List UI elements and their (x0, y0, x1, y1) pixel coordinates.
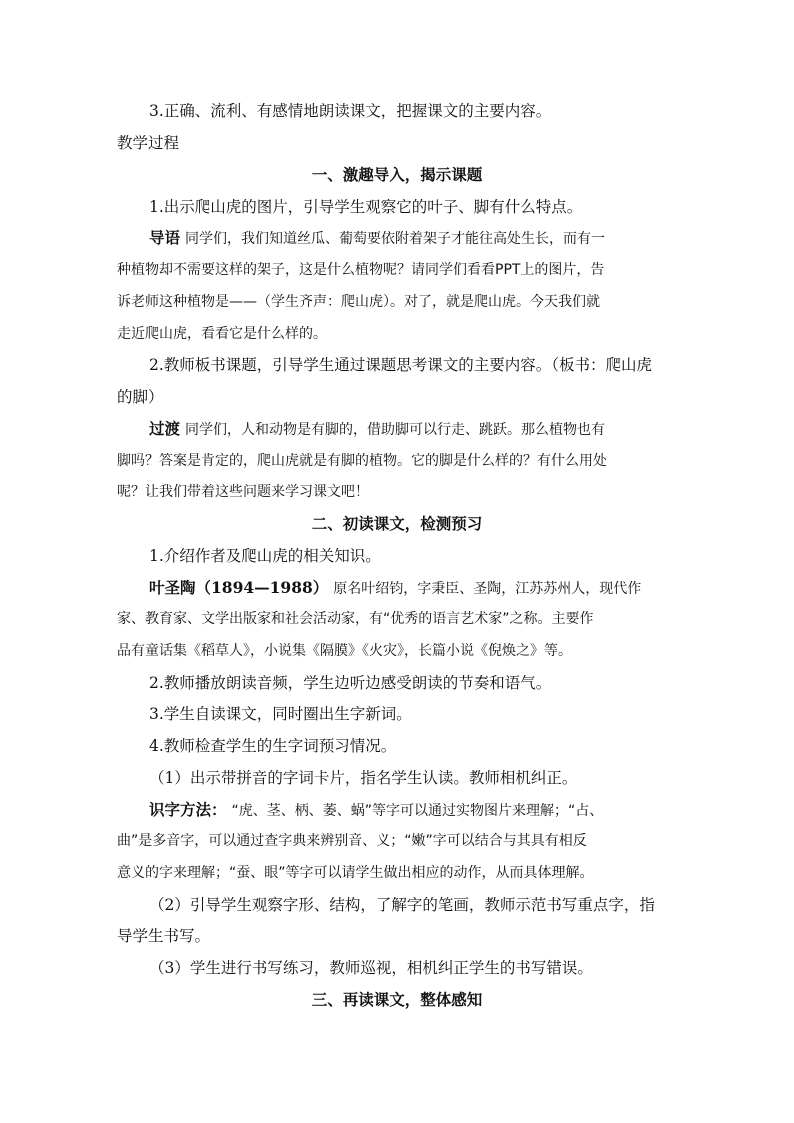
heading-3: 三、再读课文，整体感知 (311, 990, 483, 1009)
transition-paragraph-line-3: 呢？让我们带着这些问题来学习课文吧！ (117, 484, 369, 500)
literacy-label: 识字方法： (149, 800, 227, 819)
objective-3: 3.正确、流利、有感情地朗读课文，把握课文的主要内容。 (149, 102, 552, 120)
heading-2: 二、初读课文，检测预习 (311, 514, 483, 533)
section-label-teaching-process: 教学过程 (117, 134, 180, 152)
step-2-4: 4.教师检查学生的生字词预习情况。 (149, 737, 397, 755)
step-2-4-3: （3）学生进行书写练习，教师巡视，相机纠正学生的书写错误。 (149, 959, 593, 977)
literacy-text: “虎、茎、柄、萎、蜗”等字可以通过实物图片来理解；“占、 (231, 803, 604, 819)
author-paragraph-line-3: 品有童话集《稻草人》，小说集《隔膜》《火灾》，长篇小说《倪焕之》等。 (117, 643, 572, 659)
intro-paragraph-line-2: 种植物却不需要这样的架子，这是什么植物呢？请同学们看看PPT上的图片，告 (117, 262, 605, 278)
step-2-4-2-line-1: （2）引导学生观察字形、结构，了解字的笔画，教师示范书写重点字，指 (149, 896, 655, 914)
step-2-1: 1.介绍作者及爬山虎的相关知识。 (149, 547, 381, 565)
literacy-paragraph-line-2: 曲”是多音字，可以通过查字典来辨别音、义；“嫩”字可以结合与其具有相反 (117, 833, 587, 849)
transition-paragraph-line-1 (149, 419, 674, 440)
step-2-4-2-line-2: 导学生书写。 (117, 927, 211, 945)
transition-text: 同学们，人和动物是有脚的，借助脚可以行走、跳跃。那么植物也有 (184, 422, 605, 438)
literacy-paragraph-line-1 (149, 800, 674, 821)
step-2-4-1: （1）出示带拼音的字词卡片，指名学生认读。教师相机纠正。 (149, 769, 578, 787)
author-paragraph-line-2: 家、教育家、文学出版家和社会活动家，有“优秀的语言艺术家”之称。主要作 (117, 611, 594, 627)
author-label: 叶圣陶（1894—1988） (149, 578, 329, 597)
intro-paragraph-line-3: 诉老师这种植物是——（学生齐声：爬山虎）。对了，就是爬山虎。今天我们就 (117, 294, 600, 310)
step-2-3: 3.学生自读课文，同时圈出生字新词。 (149, 705, 412, 723)
author-paragraph-line-1 (149, 578, 674, 599)
step-1-2-line-2: 的脚） (117, 388, 164, 406)
intro-label: 导语 (149, 228, 181, 247)
step-2-2: 2.教师播放朗读音频，学生边听边感受朗读的节奏和语气。 (149, 674, 552, 692)
intro-paragraph-line-1 (149, 228, 674, 249)
step-1-1: 1.出示爬山虎的图片，引导学生观察它的叶子、脚有什么特点。 (149, 198, 583, 216)
transition-label: 过渡 (149, 419, 181, 438)
author-text: 原名叶绍钧，字秉臣、圣陶，江苏苏州人，现代作 (333, 581, 642, 597)
heading-1: 一、激趣导入，揭示课题 (311, 165, 483, 184)
transition-paragraph-line-2: 脚吗？答案是肯定的，爬山虎就是有脚的植物。它的脚是什么样的？有什么用处 (117, 453, 607, 469)
intro-paragraph-line-4: 走近爬山虎，看看它是什么样的。 (117, 326, 327, 342)
step-1-2-line-1: 2.教师板书课题，引导学生通过课题思考课文的主要内容。（板书：爬山虎 (149, 356, 653, 374)
literacy-paragraph-line-3: 意义的字来理解；“蚕、眼”等字可以请学生做出相应的动作，从而具体理解。 (117, 865, 594, 881)
intro-text: 同学们，我们知道丝瓜、葡萄要依附着架子才能往高处生长，而有一 (184, 231, 605, 247)
